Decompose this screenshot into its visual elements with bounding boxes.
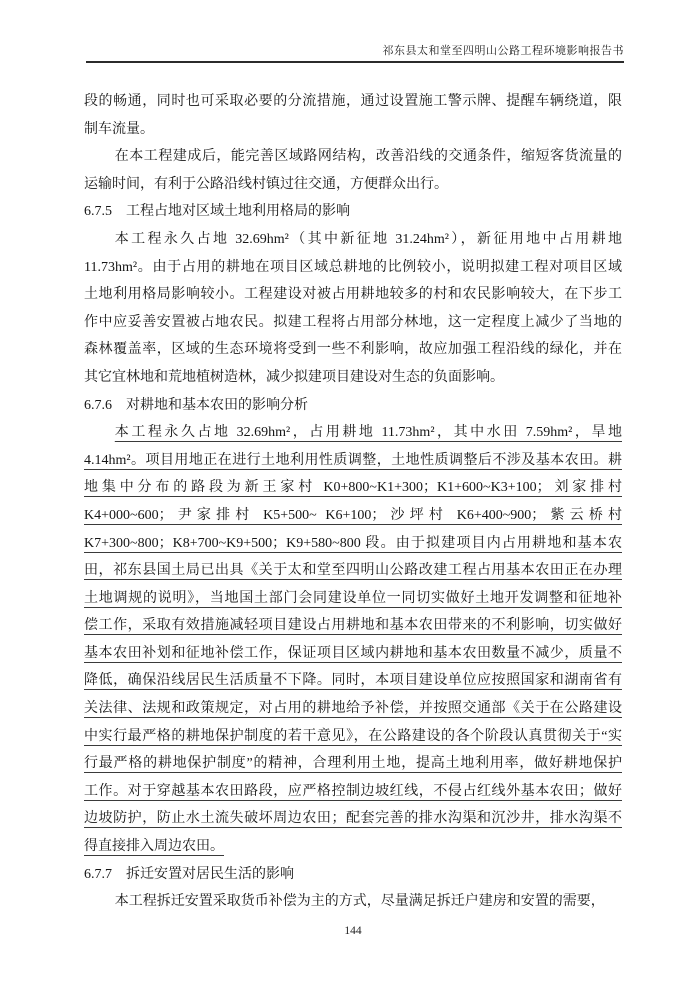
- paragraph-line: 田，祁东县国土局已出具《关于太和堂至四明山公路改建工程占用基本农田正在办理: [84, 563, 622, 579]
- paragraph-line: 段的畅通，同时也可采取必要的分流措施，通过设置施工警示牌、提醒车辆绕道，限: [84, 94, 622, 109]
- paragraph-line: K4+000~600；尹家排村 K5+500~ K6+100；沙坪村 K6+400~900；紫云桥村: [84, 507, 622, 523]
- paragraph-line: 土地利用格局影响较小。工程建设对被占用耕地较多的村和农民影响较大，在下步工: [84, 287, 622, 303]
- section-heading: 6.7.7 拆迁安置对居民生活的影响: [84, 866, 294, 882]
- paragraph-line: 本工程永久占地 32.69hm²，占用耕地 11.73hm²，其中水田 7.59hm²，旱地: [114, 425, 622, 441]
- paragraph-line: 降低，确保沿线居民生活质量不下降。同时，本项目建设单位应按照国家和湖南省有: [84, 673, 622, 689]
- header-title: 祁东县太和堂至四明山公路工程环境影响报告书: [382, 45, 624, 57]
- paragraph-line: 工作。对于穿越基本农田路段，应严格控制边坡红线，不侵占红线外基本农田；做好: [84, 783, 622, 799]
- page-header: [84, 42, 624, 58]
- paragraph-line: 制车流量。: [84, 121, 154, 137]
- paragraph: [84, 88, 622, 143]
- document-body: [84, 88, 622, 916]
- paragraph-line: 中实行最严格的耕地保护制度的若干意见》，在公路建设的各个阶段认真贯彻关于“实: [84, 728, 622, 744]
- section-heading: 6.7.5 工程占地对区域土地利用格局的影响: [84, 204, 350, 220]
- paragraph-line: 本工程永久占地 32.69hm²（其中新征地 31.24hm²），新征用地中占用耕地: [114, 231, 622, 247]
- paragraph: [84, 143, 622, 198]
- page-number: 144: [344, 925, 362, 937]
- page-footer: [84, 925, 622, 937]
- paragraph-line: 关法律、法规和政策规定，对占用的耕地给予补偿，并按照交通部《关于在公路建设: [84, 701, 622, 717]
- paragraph-line: K7+300~800；K8+700~K9+500；K9+580~800 段。由于拟建项目内占用耕地和基本农: [84, 535, 622, 551]
- paragraph-line: 偿工作，采取有效措施减轻项目建设占用耕地和基本农田带来的不利影响，切实做好: [84, 618, 622, 634]
- paragraph-line: 在本工程建成后，能完善区域路网结构，改善沿线的交通条件，缩短客货流量的: [114, 149, 622, 165]
- paragraph-line: 11.73hm²。由于占用的耕地在项目区域总耕地的比例较小，说明拟建工程对项目区域: [84, 259, 622, 275]
- paragraph-line: 作中应妥善安置被占地农民。拟建工程将占用部分林地，这一定程度上减少了当地的: [84, 314, 622, 330]
- paragraph-line: 土地调规的说明》，当地国土部门会同建设单位一同切实做好土地开发调整和征地补: [84, 590, 622, 606]
- paragraph-line: 4.14hm²。项目用地正在进行土地利用性质调整，土地性质调整后不涉及基本农田。耕: [84, 452, 622, 468]
- paragraph-line: 得直接排入周边农田。: [84, 839, 224, 855]
- paragraph-line: 森林覆盖率，区域的生态环境将受到一些不利影响，故应加强工程沿线的绿化，并在: [84, 342, 622, 358]
- paragraph-line: 基本农田补划和征地补偿工作，保证项目区域内耕地和基本农田数量不减少，质量不: [84, 645, 622, 661]
- paragraph-line: 本工程拆迁安置采取货币补偿为主的方式，尽量满足拆迁户建房和安置的需要，: [114, 894, 605, 910]
- paragraph-line: 边坡防护，防止水土流失破坏周边农田；配套完善的排水沟渠和沉沙井，排水沟渠不: [84, 811, 622, 827]
- header-rule: [86, 61, 624, 63]
- section-heading: 6.7.6 对耕地和基本农田的影响分析: [84, 397, 308, 413]
- paragraph: [84, 888, 622, 916]
- paragraph-line: 地集中分布的路段为新王家村 K0+800~K1+300；K1+600~K3+100；刘家排村: [84, 480, 622, 496]
- paragraph: [84, 419, 622, 861]
- paragraph-line: 运输时间，有利于公路沿线村镇过往交通，方便群众出行。: [84, 176, 448, 192]
- paragraph-line: 其它宜林地和荒地植树造林，减少拟建项目建设对生态的负面影响。: [84, 369, 504, 385]
- paragraph: [84, 226, 622, 392]
- paragraph-line: 行最严格的耕地保护制度”的精神，合理利用土地，提高土地利用率，做好耕地保护: [84, 756, 622, 772]
